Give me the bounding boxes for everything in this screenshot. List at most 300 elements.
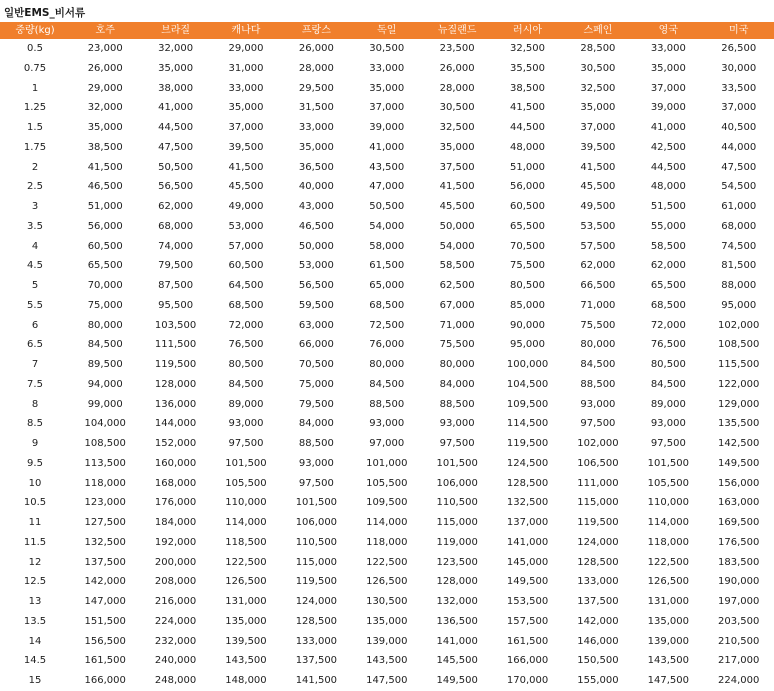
rate-cell: 111,000 <box>577 477 619 489</box>
rate-cell: 29,500 <box>298 82 334 94</box>
rate-cell: 89,000 <box>650 398 686 410</box>
rate-cell: 176,000 <box>154 497 197 509</box>
rate-cell: 110,000 <box>225 497 267 509</box>
weight-cell: 5.5 <box>27 299 43 311</box>
rate-cell: 64,500 <box>228 280 264 291</box>
rate-cell: 97,500 <box>650 438 686 449</box>
rate-cell: 35,000 <box>87 122 123 133</box>
rate-cell: 126,500 <box>225 576 267 588</box>
rate-cell: 124,000 <box>577 536 619 548</box>
rate-cell: 41,500 <box>439 181 475 193</box>
rate-cell: 39,500 <box>228 141 264 153</box>
rate-cell: 110,500 <box>436 497 478 509</box>
rate-cell: 41,000 <box>650 122 686 133</box>
rate-cell: 43,500 <box>369 161 405 173</box>
weight-cell: 4.5 <box>27 260 43 272</box>
rate-cell: 23,000 <box>87 43 123 54</box>
rate-cell: 75,000 <box>87 299 123 311</box>
rate-cell: 75,500 <box>439 339 475 351</box>
rate-cell: 37,000 <box>721 102 757 114</box>
rate-cell: 53,500 <box>580 220 616 232</box>
rate-cell: 142,500 <box>718 438 760 449</box>
rate-cell: 157,500 <box>506 615 549 627</box>
weight-cell: 8 <box>31 398 39 410</box>
rate-cell: 49,000 <box>228 201 264 212</box>
rate-cell: 122,500 <box>225 556 267 568</box>
rate-cell: 76,500 <box>650 339 686 351</box>
rate-cell: 135,000 <box>647 615 689 627</box>
rate-cell: 143,500 <box>647 655 689 667</box>
table-row <box>0 316 774 336</box>
rate-cell: 84,500 <box>228 378 264 390</box>
rate-cell: 35,000 <box>298 141 334 153</box>
rate-cell: 45,500 <box>439 201 475 212</box>
rate-cell: 28,000 <box>298 62 334 74</box>
rate-cell: 58,500 <box>650 240 686 252</box>
rate-cell: 37,500 <box>439 161 475 173</box>
rate-cell: 42,500 <box>650 141 686 153</box>
rate-cell: 128,500 <box>577 556 619 568</box>
rate-cell: 84,000 <box>439 378 475 390</box>
rate-cell: 113,500 <box>84 457 126 469</box>
page-title: 일반EMS_비서류 <box>4 7 86 19</box>
rate-cell: 62,000 <box>158 201 194 212</box>
rate-cell: 28,500 <box>580 43 616 54</box>
weight-cell: 2.5 <box>27 181 43 193</box>
rate-cell: 200,000 <box>154 556 197 568</box>
rate-cell: 72,000 <box>228 319 264 331</box>
rate-cell: 63,000 <box>298 319 334 331</box>
rate-cell: 105,500 <box>366 477 408 489</box>
rate-cell: 133,000 <box>295 635 338 647</box>
table-row <box>0 375 774 395</box>
rate-cell: 183,500 <box>718 556 760 568</box>
rate-cell: 139,000 <box>366 635 408 647</box>
rate-cell: 126,500 <box>647 576 689 588</box>
rate-cell: 35,000 <box>580 102 616 114</box>
rate-cell: 88,500 <box>298 438 334 449</box>
rate-cell: 93,000 <box>369 418 405 430</box>
rate-cell: 124,500 <box>506 457 549 469</box>
rate-cell: 74,500 <box>721 240 757 252</box>
rate-cell: 75,000 <box>298 378 334 390</box>
rate-cell: 68,500 <box>228 299 264 311</box>
weight-cell: 3 <box>31 201 39 212</box>
rate-cell: 118,000 <box>84 477 126 489</box>
rate-cell: 53,000 <box>228 220 264 232</box>
column-header-country: 브라질 <box>140 22 210 39</box>
rate-cell: 38,500 <box>510 82 546 94</box>
table-row <box>0 553 774 573</box>
table-row <box>0 177 774 197</box>
rate-cell: 36,500 <box>298 161 334 173</box>
weight-cell: 6.5 <box>27 339 43 351</box>
table-row <box>0 651 774 671</box>
rate-cell: 74,000 <box>158 240 194 252</box>
rate-cell: 147,500 <box>647 675 689 686</box>
rate-cell: 53,000 <box>298 260 334 272</box>
rate-cell: 129,000 <box>718 398 760 410</box>
rate-cell: 217,000 <box>718 655 760 667</box>
rate-cell: 68,500 <box>369 299 405 311</box>
table-row <box>0 237 774 257</box>
rate-cell: 145,000 <box>506 556 549 568</box>
rate-cell: 136,000 <box>154 398 197 410</box>
rate-cell: 105,500 <box>225 477 267 489</box>
rate-cell: 26,000 <box>298 43 334 54</box>
rate-cell: 76,500 <box>228 339 264 351</box>
rate-cell: 50,000 <box>298 240 334 252</box>
rate-cell: 88,500 <box>369 398 405 410</box>
rate-cell: 114,000 <box>366 517 408 528</box>
rate-cell: 57,000 <box>228 240 264 252</box>
rate-cell: 248,000 <box>154 675 197 686</box>
rate-cell: 68,000 <box>158 220 194 232</box>
rate-cell: 136,500 <box>436 615 478 627</box>
rate-cell: 148,000 <box>225 675 267 686</box>
table-row <box>0 59 774 79</box>
weight-cell: 1.5 <box>27 122 43 133</box>
rate-cell: 216,000 <box>154 596 197 607</box>
rate-cell: 94,000 <box>87 378 123 390</box>
rate-cell: 30,500 <box>580 62 616 74</box>
rate-cell: 166,000 <box>506 655 549 667</box>
rate-cell: 97,500 <box>298 477 334 489</box>
rate-cell: 97,500 <box>439 438 475 449</box>
rate-cell: 145,500 <box>436 655 478 667</box>
rate-cell: 56,000 <box>510 181 546 193</box>
rate-cell: 124,000 <box>295 596 338 607</box>
rate-cell: 110,000 <box>647 497 689 509</box>
rate-cell: 101,500 <box>295 497 338 509</box>
weight-cell: 9.5 <box>27 457 43 469</box>
rate-cell: 44,500 <box>158 122 194 133</box>
weight-cell: 5 <box>31 280 39 291</box>
rate-cell: 35,000 <box>369 82 405 94</box>
rate-cell: 127,500 <box>84 517 126 528</box>
rate-cell: 35,000 <box>650 62 686 74</box>
rate-cell: 29,000 <box>228 43 264 54</box>
rate-cell: 48,000 <box>650 181 686 193</box>
rate-cell: 123,500 <box>436 556 478 568</box>
rate-cell: 88,500 <box>439 398 475 410</box>
rate-cell: 32,500 <box>580 82 616 94</box>
table-row <box>0 414 774 434</box>
rate-cell: 84,500 <box>650 378 686 390</box>
rate-cell: 66,000 <box>298 339 334 351</box>
rate-cell: 224,000 <box>154 615 197 627</box>
table-row <box>0 493 774 513</box>
rate-cell: 208,000 <box>154 576 197 588</box>
table-row <box>0 592 774 612</box>
rate-cell: 93,000 <box>439 418 475 430</box>
rate-cell: 128,000 <box>436 576 478 588</box>
rate-cell: 97,500 <box>580 418 616 430</box>
rate-cell: 68,500 <box>650 299 686 311</box>
rate-cell: 68,000 <box>721 220 757 232</box>
weight-cell: 1.75 <box>23 141 47 153</box>
rate-cell: 80,000 <box>580 339 616 351</box>
rate-cell: 149,500 <box>718 457 760 469</box>
table-row <box>0 454 774 474</box>
rate-cell: 170,000 <box>506 675 549 686</box>
rate-cell: 115,000 <box>295 556 338 568</box>
rate-cell: 44,500 <box>650 161 686 173</box>
rate-cell: 70,500 <box>298 359 334 370</box>
weight-cell: 0.5 <box>27 43 43 54</box>
header-row <box>0 22 774 39</box>
rate-cell: 106,500 <box>577 457 619 469</box>
rate-cell: 149,500 <box>506 576 549 588</box>
rate-cell: 61,000 <box>721 201 757 212</box>
rate-cell: 118,500 <box>225 536 267 548</box>
column-header-country: 캐나다 <box>211 22 281 39</box>
rate-cell: 60,500 <box>510 201 546 212</box>
rate-cell: 88,000 <box>721 280 757 291</box>
rate-cell: 151,500 <box>84 615 126 627</box>
table-row <box>0 98 774 118</box>
weight-cell: 8.5 <box>27 418 43 430</box>
rate-cell: 137,500 <box>577 596 619 607</box>
rate-cell: 54,000 <box>439 240 475 252</box>
rate-cell: 89,000 <box>228 398 264 410</box>
rate-cell: 35,000 <box>439 141 475 153</box>
table-row <box>0 197 774 217</box>
table-row <box>0 335 774 355</box>
rate-cell: 135,000 <box>366 615 408 627</box>
rate-cell: 101,500 <box>436 457 478 469</box>
rate-cell: 197,000 <box>718 596 760 607</box>
rate-cell: 143,500 <box>225 655 267 667</box>
rate-cell: 190,000 <box>718 576 760 588</box>
rate-cell: 101,500 <box>225 457 267 469</box>
rate-cell: 141,000 <box>506 536 549 548</box>
column-header-country: 러시아 <box>492 22 562 39</box>
table-row <box>0 296 774 316</box>
rate-cell: 45,500 <box>580 181 616 193</box>
table-row <box>0 118 774 138</box>
weight-cell: 1.25 <box>23 102 47 114</box>
rate-cell: 128,000 <box>154 378 197 390</box>
rate-cell: 31,000 <box>228 62 264 74</box>
rate-cell: 203,500 <box>718 615 760 627</box>
weight-cell: 11 <box>28 517 42 528</box>
rate-cell: 114,000 <box>647 517 689 528</box>
rate-cell: 80,000 <box>369 359 405 370</box>
rate-cell: 65,500 <box>650 280 686 291</box>
rate-cell: 126,500 <box>366 576 408 588</box>
rate-cell: 80,500 <box>650 359 686 370</box>
rate-cell: 62,500 <box>439 280 475 291</box>
weight-cell: 1 <box>31 82 39 94</box>
rate-cell: 184,000 <box>154 517 197 528</box>
table-row <box>0 138 774 158</box>
rate-cell: 76,000 <box>369 339 405 351</box>
rate-cell: 153,500 <box>506 596 549 607</box>
rate-cell: 60,500 <box>87 240 123 252</box>
weight-cell: 10 <box>28 477 42 489</box>
table-row <box>0 474 774 494</box>
rate-cell: 141,500 <box>295 675 338 686</box>
rate-cell: 79,500 <box>158 260 194 272</box>
rate-cell: 49,500 <box>580 201 616 212</box>
table-row <box>0 434 774 454</box>
rate-cell: 101,500 <box>647 457 689 469</box>
rate-cell: 93,000 <box>298 457 334 469</box>
rate-cell: 81,500 <box>721 260 757 272</box>
table-row <box>0 632 774 652</box>
rate-cell: 114,500 <box>506 418 549 430</box>
weight-cell: 14 <box>28 635 42 647</box>
rate-cell: 46,500 <box>298 220 334 232</box>
rate-cell: 137,500 <box>295 655 338 667</box>
rate-cell: 33,000 <box>298 122 334 133</box>
rate-cell: 58,500 <box>439 260 475 272</box>
rate-cell: 106,000 <box>436 477 478 489</box>
weight-cell: 4 <box>31 240 39 252</box>
rate-cell: 35,000 <box>228 102 264 114</box>
column-header-country: 독일 <box>352 22 422 39</box>
rate-cell: 80,500 <box>510 280 546 291</box>
rate-cell: 40,000 <box>298 181 334 193</box>
rate-cell: 39,000 <box>369 122 405 133</box>
rate-cell: 169,500 <box>718 517 760 528</box>
rate-cell: 35,500 <box>510 62 546 74</box>
rate-cell: 99,000 <box>87 398 123 410</box>
weight-cell: 14.5 <box>23 655 47 667</box>
rate-cell: 95,000 <box>510 339 546 351</box>
rate-cell: 33,000 <box>650 43 686 54</box>
rate-cell: 45,500 <box>228 181 264 193</box>
rate-cell: 89,500 <box>87 359 123 370</box>
rate-cell: 130,500 <box>366 596 408 607</box>
rate-cell: 156,000 <box>718 477 760 489</box>
rate-cell: 119,500 <box>506 438 549 449</box>
rate-cell: 84,500 <box>87 339 123 351</box>
rate-cell: 101,000 <box>366 457 408 469</box>
weight-cell: 7.5 <box>27 378 43 390</box>
rate-cell: 97,000 <box>369 438 405 449</box>
rate-cell: 143,500 <box>366 655 408 667</box>
rate-cell: 114,000 <box>225 517 267 528</box>
rate-cell: 57,500 <box>580 240 616 252</box>
rate-cell: 56,500 <box>298 280 334 291</box>
rate-cell: 26,500 <box>721 43 757 54</box>
rate-cell: 88,500 <box>580 378 616 390</box>
weight-cell: 13 <box>28 596 42 607</box>
rate-cell: 56,500 <box>158 181 194 193</box>
rate-cell: 102,000 <box>577 438 619 449</box>
weight-cell: 7 <box>31 359 39 370</box>
rate-cell: 232,000 <box>154 635 197 647</box>
rate-cell: 150,500 <box>577 655 619 667</box>
rate-cell: 50,500 <box>369 201 405 212</box>
rate-cell: 104,000 <box>84 418 126 430</box>
table-row <box>0 533 774 553</box>
rate-cell: 118,000 <box>366 536 408 548</box>
rate-cell: 139,500 <box>225 635 267 647</box>
rate-cell: 41,500 <box>510 102 546 114</box>
rate-cell: 93,000 <box>650 418 686 430</box>
rate-cell: 103,500 <box>154 319 197 331</box>
rate-cell: 70,500 <box>510 240 546 252</box>
column-header-country: 호주 <box>70 22 140 39</box>
weight-cell: 0.75 <box>23 62 47 74</box>
weight-cell: 13.5 <box>23 615 47 627</box>
rate-cell: 67,000 <box>439 299 475 311</box>
rate-cell: 109,500 <box>506 398 549 410</box>
rate-cell: 192,000 <box>154 536 197 548</box>
rate-cell: 39,500 <box>580 141 616 153</box>
rate-cell: 160,000 <box>154 457 197 469</box>
rate-cell: 97,500 <box>228 438 264 449</box>
rate-cell: 59,500 <box>298 299 334 311</box>
rate-cell: 79,500 <box>298 398 334 410</box>
rate-cell: 35,000 <box>158 62 194 74</box>
column-header-country: 뉴질랜드 <box>422 22 492 39</box>
rate-cell: 51,000 <box>510 161 546 173</box>
rate-cell: 137,000 <box>506 517 549 528</box>
rate-cell: 71,000 <box>439 319 475 331</box>
rate-cell: 240,000 <box>154 655 197 667</box>
table-row <box>0 612 774 632</box>
rate-cell: 37,000 <box>228 122 264 133</box>
table-row <box>0 671 774 691</box>
rate-cell: 123,000 <box>84 497 126 509</box>
rate-cell: 133,000 <box>577 576 619 588</box>
rate-cell: 38,500 <box>87 141 123 153</box>
rate-cell: 144,000 <box>154 418 197 430</box>
rate-cell: 210,500 <box>718 635 760 647</box>
rate-cell: 32,000 <box>87 102 123 114</box>
weight-cell: 10.5 <box>23 497 47 509</box>
rate-cell: 106,000 <box>295 517 338 528</box>
rate-cell: 93,000 <box>228 418 264 430</box>
rate-cell: 62,000 <box>650 260 686 272</box>
rate-cell: 41,000 <box>158 102 194 114</box>
rate-cell: 122,500 <box>366 556 408 568</box>
rate-cell: 51,000 <box>87 201 123 212</box>
rate-cell: 128,500 <box>295 615 338 627</box>
weight-cell: 6 <box>31 319 39 331</box>
rate-cell: 30,500 <box>439 102 475 114</box>
rate-cell: 80,500 <box>228 359 264 370</box>
rate-cell: 37,000 <box>650 82 686 94</box>
rate-cell: 37,000 <box>580 122 616 133</box>
rate-cell: 54,500 <box>721 181 757 193</box>
rate-cell: 33,000 <box>369 62 405 74</box>
rate-cell: 58,000 <box>369 240 405 252</box>
rate-cell: 37,000 <box>369 102 405 114</box>
rate-cell: 26,000 <box>439 62 475 74</box>
weight-cell: 2 <box>31 161 39 173</box>
table-row <box>0 158 774 178</box>
rate-cell: 39,000 <box>650 102 686 114</box>
rate-cell: 41,000 <box>369 141 405 153</box>
rate-cell: 61,500 <box>369 260 405 272</box>
rate-cell: 38,000 <box>158 82 194 94</box>
weight-cell: 12.5 <box>23 576 47 588</box>
rate-cell: 132,000 <box>436 596 478 607</box>
rate-cell: 149,500 <box>436 675 478 686</box>
rate-cell: 161,500 <box>84 655 126 667</box>
column-header-country: 프랑스 <box>281 22 351 39</box>
ems-rate-table <box>0 22 774 691</box>
rate-cell: 80,000 <box>439 359 475 370</box>
rate-cell: 115,000 <box>577 497 619 509</box>
rate-cell: 115,000 <box>436 517 478 528</box>
rate-cell: 146,000 <box>577 635 619 647</box>
